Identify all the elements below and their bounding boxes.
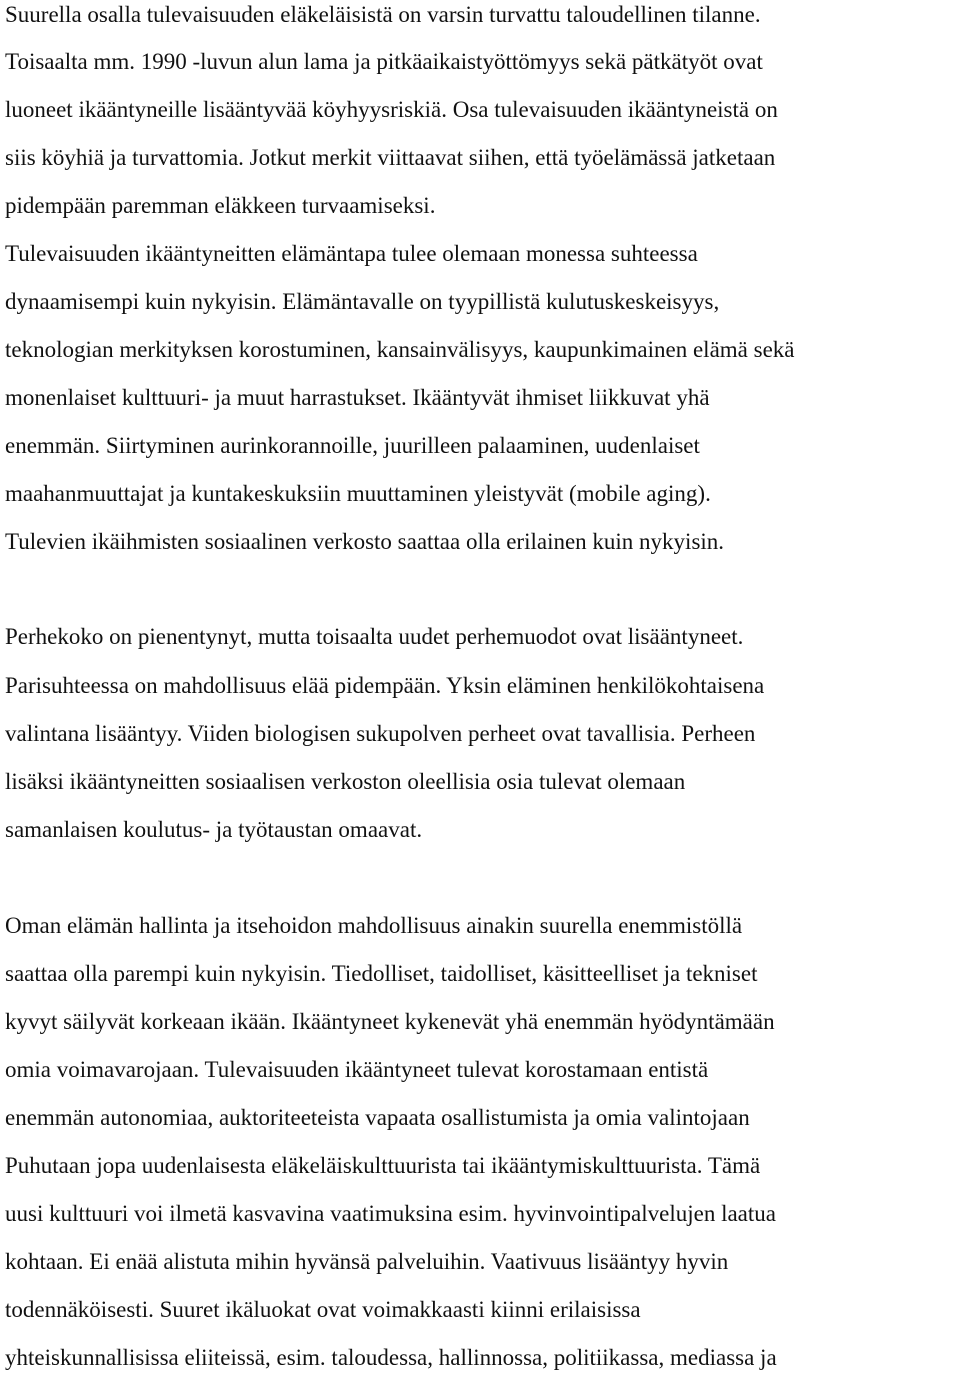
- text-line: Toisaalta mm. 1990 -luvun alun lama ja pitkäaikaistyöttömyys sekä pätkätyöt ovat: [5, 49, 763, 74]
- text-line: Oman elämän hallinta ja itsehoidon mahdollisuus ainakin suurella enemmistöllä: [5, 913, 743, 938]
- text-line: Suurella osalla tulevaisuuden eläkeläisistä on varsin turvattu taloudellinen tilanne.: [5, 2, 761, 27]
- text-line: saattaa olla parempi kuin nykyisin. Tiedolliset, taidolliset, käsitteelliset ja tekniset: [5, 961, 758, 986]
- text-line: kyvyt säilyvät korkeaan ikään. Ikääntyneet kykenevät yhä enemmän hyödyntämään: [5, 1009, 775, 1034]
- text-line: dynaamisempi kuin nykyisin. Elämäntavalle on tyypillistä kulutuskeskeisyys,: [5, 289, 720, 314]
- text-line: Perhekoko on pienentynyt, mutta toisaalta uudet perhemuodot ovat lisääntyneet.: [5, 624, 744, 649]
- text-line: siis köyhiä ja turvattomia. Jotkut merkit viittaavat siihen, että työelämässä jatketaan: [5, 145, 776, 170]
- text-line: kohtaan. Ei enää alistuta mihin hyvänsä palveluihin. Vaativuus lisääntyy hyvin: [5, 1249, 729, 1274]
- text-line: pidempään paremman eläkkeen turvaamiseksi.: [5, 193, 436, 218]
- text-line: monenlaiset kulttuuri- ja muut harrastukset. Ikääntyvät ihmiset liikkuvat yhä: [5, 385, 710, 410]
- text-line: todennäköisesti. Suuret ikäluokat ovat voimakkaasti kiinni erilaisissa: [5, 1297, 641, 1322]
- text-line: teknologian merkityksen korostuminen, kansainvälisyys, kaupunkimainen elämä sekä: [5, 337, 795, 362]
- text-line: luoneet ikääntyneille lisääntyvää köyhyysriskiä. Osa tulevaisuuden ikääntyneistä on: [5, 97, 778, 122]
- text-line: Puhutaan jopa uudenlaisesta eläkeläiskulttuurista tai ikääntymiskulttuurista. Tämä: [5, 1153, 761, 1178]
- text-line: yhteiskunnallisissa eliiteissä, esim. taloudessa, hallinnossa, politiikassa, mediassa ja: [5, 1345, 777, 1370]
- text-line: maahanmuuttajat ja kuntakeskuksiin muuttaminen yleistyvät (mobile aging).: [5, 481, 711, 506]
- text-line: omia voimavarojaan. Tulevaisuuden ikääntyneet tulevat korostamaan entistä: [5, 1057, 709, 1082]
- text-line: samanlaisen koulutus- ja työtaustan omaavat.: [5, 817, 423, 842]
- text-line: Tulevien ikäihmisten sosiaalinen verkosto saattaa olla erilainen kuin nykyisin.: [5, 529, 725, 554]
- text-line: lisäksi ikääntyneitten sosiaalisen verkoston oleellisia osia tulevat olemaan: [5, 769, 686, 794]
- text-line: enemmän. Siirtyminen aurinkorannoille, juurilleen palaaminen, uudenlaiset: [5, 433, 700, 458]
- text-line: enemmän autonomiaa, auktoriteeteista vapaata osallistumista ja omia valintojaan: [5, 1105, 750, 1130]
- text-line: Parisuhteessa on mahdollisuus elää pidempään. Yksin eläminen henkilökohtaisena: [5, 673, 765, 698]
- text-line: valintana lisääntyy. Viiden biologisen sukupolven perheet ovat tavallisia. Perheen: [5, 721, 756, 746]
- text-line: uusi kulttuuri voi ilmetä kasvavina vaatimuksina esim. hyvinvointipalvelujen laatua: [5, 1201, 776, 1226]
- text-line: Tulevaisuuden ikääntyneitten elämäntapa tulee olemaan monessa suhteessa: [5, 241, 698, 266]
